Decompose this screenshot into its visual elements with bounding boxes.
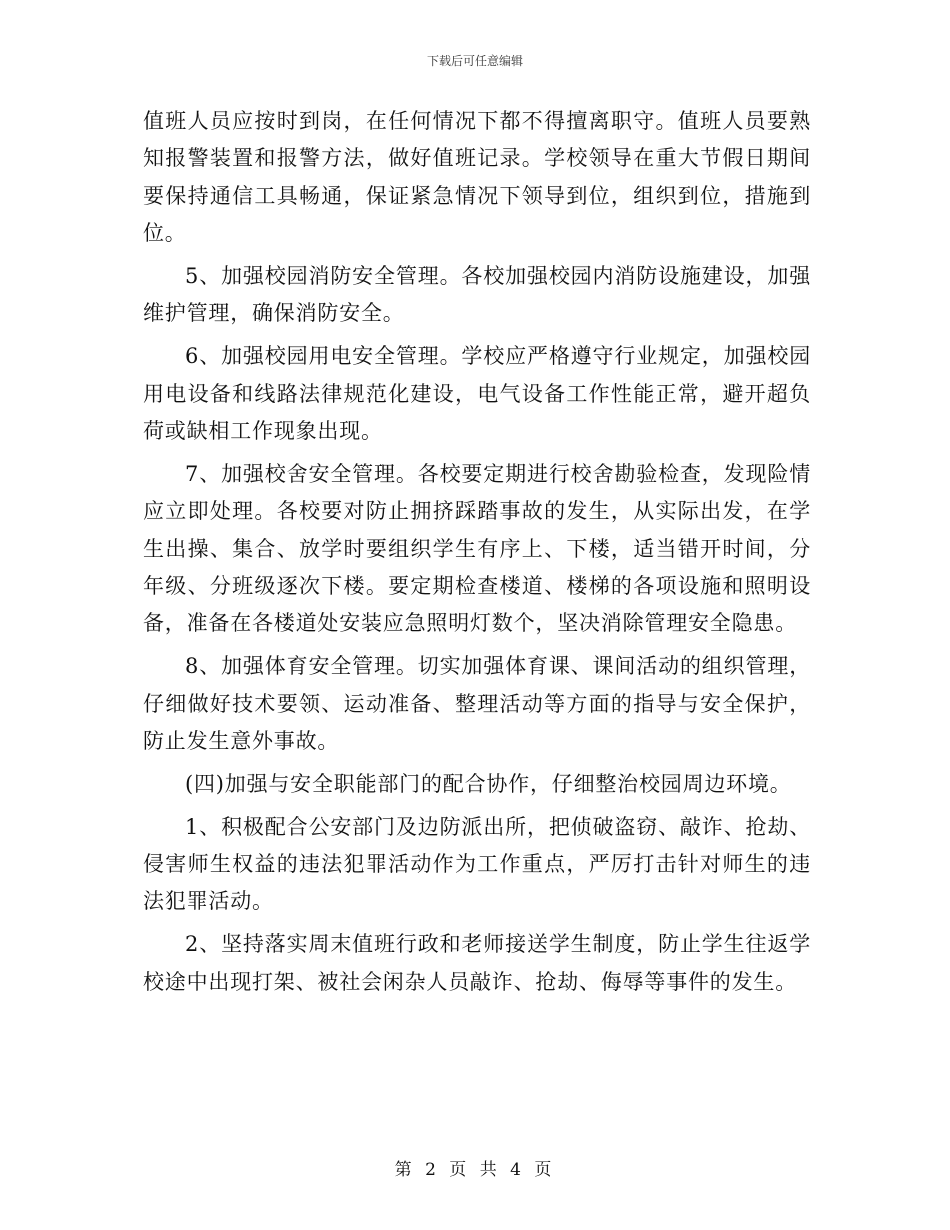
paragraph-continuation: 值班人员应按时到岗，在任何情况下都不得擅离职守。值班人员要熟知报警装置和报警方法，做好值班记录。学校领导在重大节假日期间要保持通信工具畅通，保证紧急情况下领导到位，组织到位，措施到位。 xyxy=(143,109,811,246)
page-number: 第 2 页 共 4 页 xyxy=(394,1160,556,1180)
paragraph-weekend-duty: 2、坚持落实周末值班行政和老师接送学生制度，防止学生往返学校途中出现打架、被社会闲杂人员敲诈、抢劫、侮辱等事件的发生。 xyxy=(143,932,811,994)
paragraph-fire-safety: 5、加强校园消防安全管理。各校加强校园内消防设施建设，加强维护管理，确保消防安全。 xyxy=(143,264,811,326)
section-heading-cooperation: (四)加强与安全职能部门的配合协作，仔细整治校园周边环境。 xyxy=(185,771,792,796)
paragraph-police-cooperation: 1、积极配合公安部门及边防派出所，把侦破盗窃、敲诈、抢劫、侵害师生权益的违法犯罪活动作为工作重点，严厉打击针对师生的违法犯罪活动。 xyxy=(143,814,811,914)
header-note: 下载后可任意编辑 xyxy=(426,54,523,68)
paragraph-electric-safety: 6、加强校园用电安全管理。学校应严格遵守行业规定，加强校园用电设备和线路法律规范化建设，电气设备工作性能正常，避开超负荷或缺相工作现象出现。 xyxy=(143,344,811,444)
document-body xyxy=(143,103,811,1006)
paragraph-sports-safety: 8、加强体育安全管理。切实加强体育课、课间活动的组织管理，仔细做好技术要领、运动准备、整理活动等方面的指导与安全保护，防止发生意外事故。 xyxy=(143,654,811,754)
paragraph-building-safety: 7、加强校舍安全管理。各校要定期进行校舍勘验检查，发现险情应立即处理。各校要对防止拥挤踩踏事故的发生，从实际出发，在学生出操、集合、放学时要组织学生有序上、下楼，适当错开时间，分年级、分班级逐次下楼。要定期检查楼道、楼梯的各项设施和照明设备，准备在各楼道处安装应急照明灯数个，坚决消除管理安全隐患。 xyxy=(143,461,811,636)
